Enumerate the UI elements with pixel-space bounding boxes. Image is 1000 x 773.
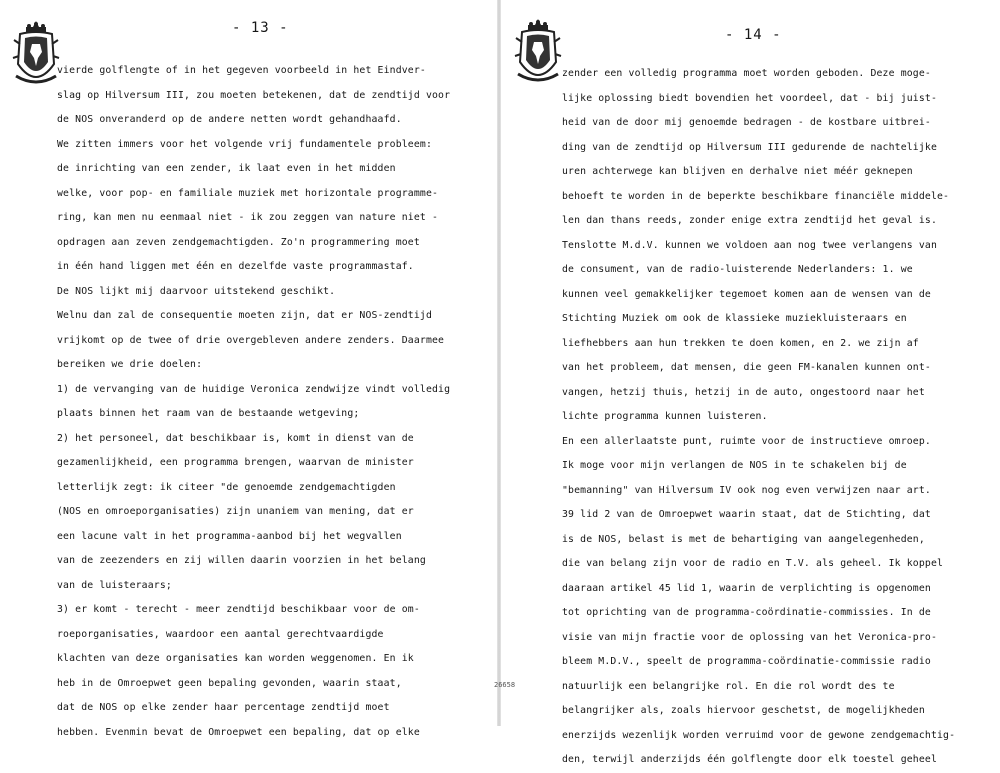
text-line: de consument, van de radio-luisterende Nederlanders: 1. we bbox=[562, 264, 913, 275]
text-line: We zitten immers voor het volgende vrij fundamentele probleem: bbox=[57, 138, 432, 150]
text-line: 1) de vervanging van de huidige Veronica zendwijze vindt volledig bbox=[57, 383, 451, 395]
text-line: uren achterwege kan blijven en derhalve niet méér geknepen bbox=[562, 166, 913, 177]
text-line: letterlijk zegt: ik citeer "de genoemde zendgemachtigden bbox=[57, 481, 396, 493]
text-line: enerzijds wezenlijk worden verruimd voor de gewone zendgemachtig- bbox=[562, 729, 956, 741]
text-line: bereiken we drie doelen: bbox=[57, 359, 203, 370]
text-line: En een allerlaatste punt, ruimte voor de instructieve omroep. bbox=[562, 435, 931, 447]
text-line: Stichting Muziek om ook de klassieke muziekluisteraars en bbox=[562, 313, 907, 324]
text-line: 3) er komt - terecht - meer zendtijd beschikbaar voor de om- bbox=[57, 604, 420, 615]
text-line: belangrijker als, zoals hiervoor geschetst, de mogelijkheden bbox=[562, 705, 925, 716]
text-line: roeporganisaties, waardoor een aantal gerechtvaardigde bbox=[57, 628, 384, 640]
text-line: de inrichting van een zender, ik laat even in het midden bbox=[57, 163, 396, 174]
text-line: lichte programma kunnen luisteren. bbox=[562, 411, 768, 422]
text-line: tot oprichting van de programma-coördinatie-commissies. In de bbox=[562, 607, 931, 618]
text-line: kunnen veel gemakkelijker tegemoet komen aan de wensen van de bbox=[562, 288, 931, 300]
text-line: (NOS en omroeporganisaties) zijn unaniem van mening, dat er bbox=[57, 506, 414, 517]
text-line: natuurlijk een belangrijke rol. En die rol wordt des te bbox=[562, 680, 895, 692]
text-line: de NOS onveranderd op de andere netten wordt gehandhaafd. bbox=[57, 114, 402, 125]
text-line: welke, voor pop- en familiale muziek met horizontale programme- bbox=[57, 187, 439, 199]
left-page bbox=[0, 0, 500, 738]
text-line: len dan thans reeds, zonder enige extra zendtijd het geval is. bbox=[562, 215, 937, 226]
text-line: plaats binnen het raam van de bestaande wetgeving; bbox=[57, 408, 360, 419]
text-line: in één hand liggen met één en dezelfde vaste programmastaf. bbox=[57, 261, 414, 272]
text-line: daaraan artikel 45 lid 1, waarin de verplichting is opgenomen bbox=[562, 582, 931, 594]
text-line: De NOS lijkt mij daarvoor uitstekend geschikt. bbox=[57, 285, 336, 297]
left-page-text bbox=[57, 59, 482, 745]
coat-of-arms-seal-icon bbox=[510, 16, 566, 92]
text-line: van de luisteraars; bbox=[57, 579, 172, 591]
text-line: "bemanning" van Hilversum IV ook nog even verwijzen naar art. bbox=[562, 484, 931, 496]
text-line: opdragen aan zeven zendgemachtigden. Zo'n programmering moet bbox=[57, 236, 420, 248]
text-line: vrijkomt op de twee of drie overgebleven andere zenders. Daarmee bbox=[57, 334, 445, 346]
text-line: een lacune valt in het programma-aanbod bij het wegvallen bbox=[57, 530, 402, 542]
text-line: 39 lid 2 van de Omroepwet waarin staat, dat de Stichting, dat bbox=[562, 509, 931, 520]
text-line: ring, kan men nu eenmaal niet - ik zou zeggen van nature niet - bbox=[57, 212, 439, 223]
text-line: lijke oplossing biedt bovendien het voordeel, dat - bij juist- bbox=[562, 92, 937, 104]
text-line: vierde golflengte of in het gegeven voorbeeld in het Eindver- bbox=[57, 65, 426, 76]
text-line: bleem M.D.V., speelt de programma-coördinatie-commissie radio bbox=[562, 656, 931, 667]
text-line: Ik moge voor mijn verlangen de NOS in te schakelen bij de bbox=[562, 460, 907, 471]
text-line: dat de NOS op elke zender haar percentage zendtijd moet bbox=[57, 702, 390, 713]
text-line: heb in de Omroepwet geen bepaling gevonden, waarin staat, bbox=[57, 677, 402, 689]
text-line: is de NOS, belast is met de behartiging van aangelegenheden, bbox=[562, 533, 925, 545]
right-page bbox=[500, 0, 1000, 765]
text-line: Welnu dan zal de consequentie moeten zijn, dat er NOS-zendtijd bbox=[57, 310, 432, 321]
text-line: van het probleem, dat mensen, die geen FM-kanalen kunnen ont- bbox=[562, 362, 931, 373]
right-page-text bbox=[562, 62, 984, 773]
text-line: slag op Hilversum III, zou moeten betekenen, dat de zendtijd voor bbox=[57, 89, 451, 101]
footer-mark: 26658 bbox=[494, 681, 516, 689]
text-line: hebben. Evenmin bevat de Omroepwet een bepaling, dat op elke bbox=[57, 726, 420, 738]
text-line: visie van mijn fractie voor de oplossing van het Veronica-pro- bbox=[562, 631, 937, 643]
page-number: - 13 - bbox=[232, 20, 289, 36]
coat-of-arms-seal-icon bbox=[8, 18, 64, 94]
text-line: 2) het personeel, dat beschikbaar is, komt in dienst van de bbox=[57, 432, 414, 444]
text-line: den, terwijl anderzijds één golflengte door elk toestel geheel bbox=[562, 754, 937, 765]
text-line: zender een volledig programma moet worden geboden. Deze moge- bbox=[562, 68, 931, 79]
text-line: ding van de zendtijd op Hilversum III gedurende de nachtelijke bbox=[562, 141, 937, 153]
page-number: - 14 - bbox=[725, 27, 782, 43]
text-line: heid van de door mij genoemde bedragen - de kostbare uitbrei- bbox=[562, 117, 931, 128]
text-line: behoeft te worden in de beperkte beschikbare financiële middele- bbox=[562, 190, 950, 202]
text-line: vangen, hetzij thuis, hetzij in de auto, ongestoord naar het bbox=[562, 386, 925, 398]
text-line: klachten van deze organisaties kan worden weggenomen. En ik bbox=[57, 653, 414, 664]
text-line: gezamenlijkheid, een programma brengen, waarvan de minister bbox=[57, 457, 414, 468]
text-line: liefhebbers aan hun trekken te doen komen, en 2. we zijn af bbox=[562, 337, 919, 349]
text-line: van de zeezenders en zij willen daarin voorzien in het belang bbox=[57, 555, 426, 566]
text-line: die van belang zijn voor de radio en T.V. als geheel. Ik koppel bbox=[562, 558, 944, 569]
text-line: Tenslotte M.d.V. kunnen we voldoen aan nog twee verlangens van bbox=[562, 239, 937, 251]
